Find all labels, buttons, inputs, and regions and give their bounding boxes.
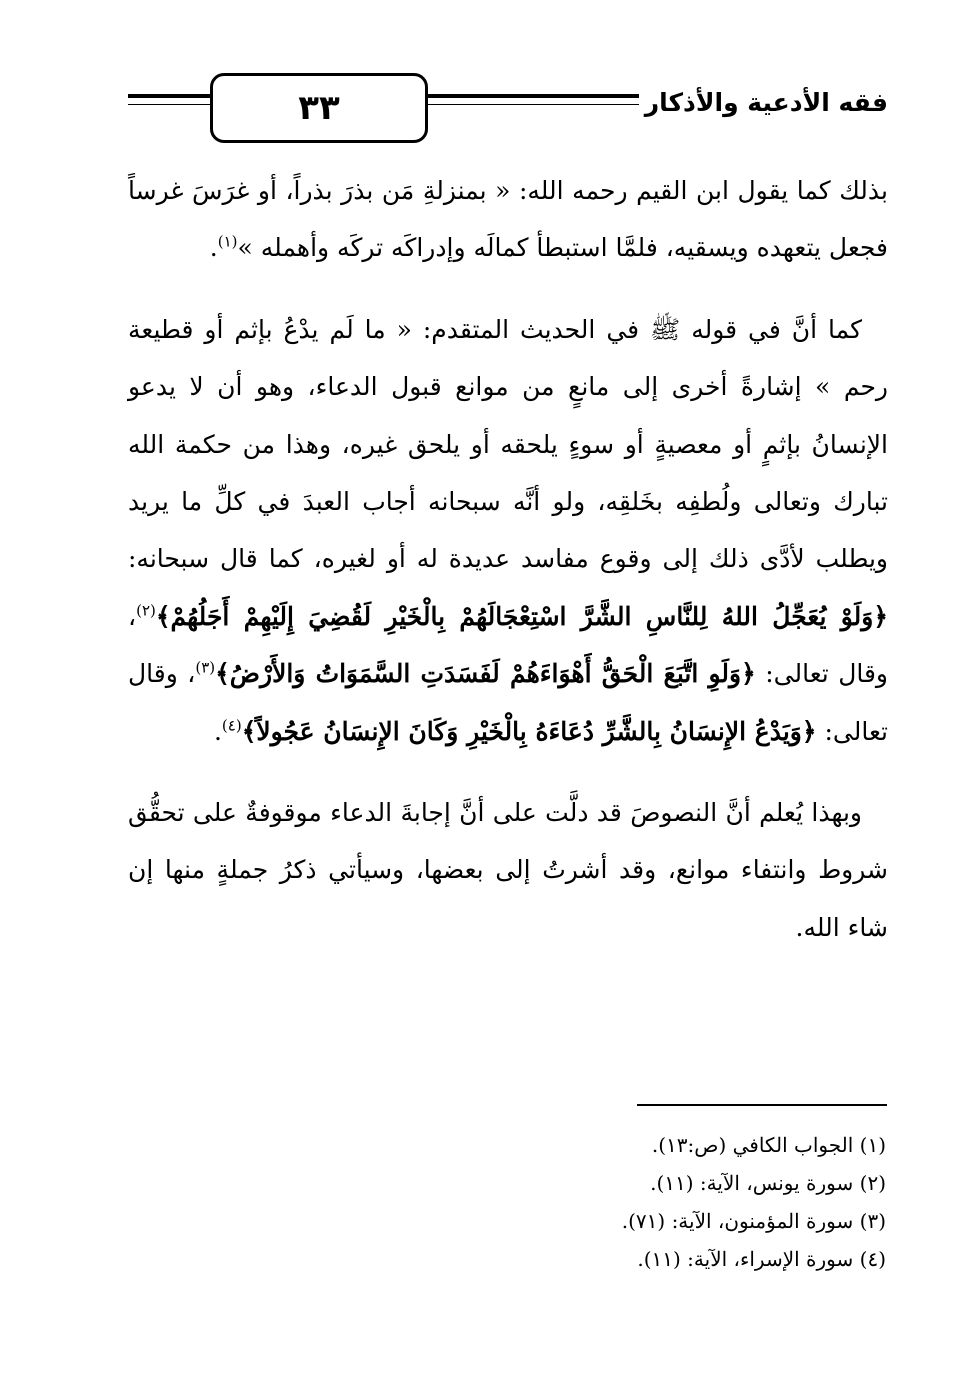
main-text — [128, 162, 888, 956]
book-title: فقه الأدعية والأذكار — [639, 88, 888, 117]
header-rule-left-top — [128, 94, 212, 98]
footnote-ref-1: (١) — [217, 233, 238, 252]
header-rule-right-top — [422, 94, 672, 98]
paragraph-1 — [128, 162, 888, 277]
quran-verse-2: ﴿وَلَوِ اتَّبَعَ الْحَقُّ أَهْوَاءَهُمْ لَفَسَدَتِ السَّمَوَاتُ وَالأَرْضُ﴾ — [215, 659, 756, 689]
page-number: ٣٣ — [298, 88, 340, 128]
page-header — [128, 70, 888, 150]
quran-verse-3: ﴿وَيَدْعُ الإِنسَانُ بِالشَّرِّ دُعَاءَهُ بِالْخَيْرِ وَكَانَ الإِنسَانُ عَجُولاً﴾ — [241, 716, 817, 746]
quran-verse-1: ﴿وَلَوْ يُعَجِّلُ اللهُ لِلنَّاسِ الشَّرَّ اسْتِعْجَالَهُمْ بِالْخَيْرِ لَقُضِيَ إِلَيْهِمْ أَجَلُهُمْ﴾ — [155, 601, 888, 631]
paragraph-2-text-a: كما أنَّ في قوله ﷺ في الحديث المتقدم: « ما لَم يدْعُ بإثم أو قطيعة رحم » إشارةً أخرى إلى مانعٍ من موانع قبول الدعاء، وهو أن لا يدعو الإنسانُ بإثمٍ أو معصيةٍ أو سوءٍ يلحقه أو يلحق غيره، وهذا من حكمة الله تبارك وتعالى ولُطفِه بخَلقِه، ولو أنَّه سبحانه أجاب العبدَ في كلِّ ما يريد ويطلب لأدَّى ذلك إلى وقوع مفاسد عديدة له أو لغيره، كما قال سبحانه: — [128, 314, 889, 574]
footnote-2: (٢) سورة يونس، الآية: (١١). — [650, 1171, 886, 1195]
footnote-1: (١) الجواب الكافي (ص:١٣). — [651, 1133, 886, 1157]
paragraph-1-text: بذلك كما يقول ابن القيم رحمه الله: « بمنزلةِ مَن بذرَ بذراً، أو غرَسَ غرساً فجعل يتعهده ويسقيه، فلمَّا استبطأ كمالَه وإدراكَه تركَه وأهمله » — [128, 176, 888, 263]
paragraph-2-end: . — [213, 716, 222, 746]
header-rule-right-bottom — [422, 104, 672, 105]
paragraph-1-end: . — [209, 233, 218, 263]
footnote-separator — [637, 1104, 887, 1106]
header-rule-left-bottom — [128, 104, 212, 105]
paragraph-3-text: وبهذا يُعلم أنَّ النصوصَ قد دلَّت على أنَّ إجابةَ الدعاء موقوفةٌ على تحقُّق شروط وانتفاء موانع، وقد أشرتُ إلى بعضها، وسيأتي ذكرُ جملةٍ منها إن شاء الله. — [128, 798, 888, 942]
page-number-box — [210, 73, 428, 143]
paragraph-2-text-b: ، وقال تعالى: — [128, 601, 888, 689]
footnote-ref-3: (٣) — [195, 658, 216, 677]
footnote-ref-2: (٢) — [136, 601, 156, 620]
paragraph-2 — [128, 301, 888, 760]
footnote-3: (٣) سورة المؤمنون، الآية: (٧١). — [621, 1209, 886, 1233]
footnote-4: (٤) سورة الإسراء، الآية: (١١). — [637, 1247, 886, 1271]
paragraph-2-text-c: ، وقال تعالى: — [128, 659, 888, 746]
paragraph-3 — [128, 784, 888, 956]
footnote-ref-4: (٤) — [221, 716, 242, 735]
footnotes — [486, 1126, 886, 1278]
